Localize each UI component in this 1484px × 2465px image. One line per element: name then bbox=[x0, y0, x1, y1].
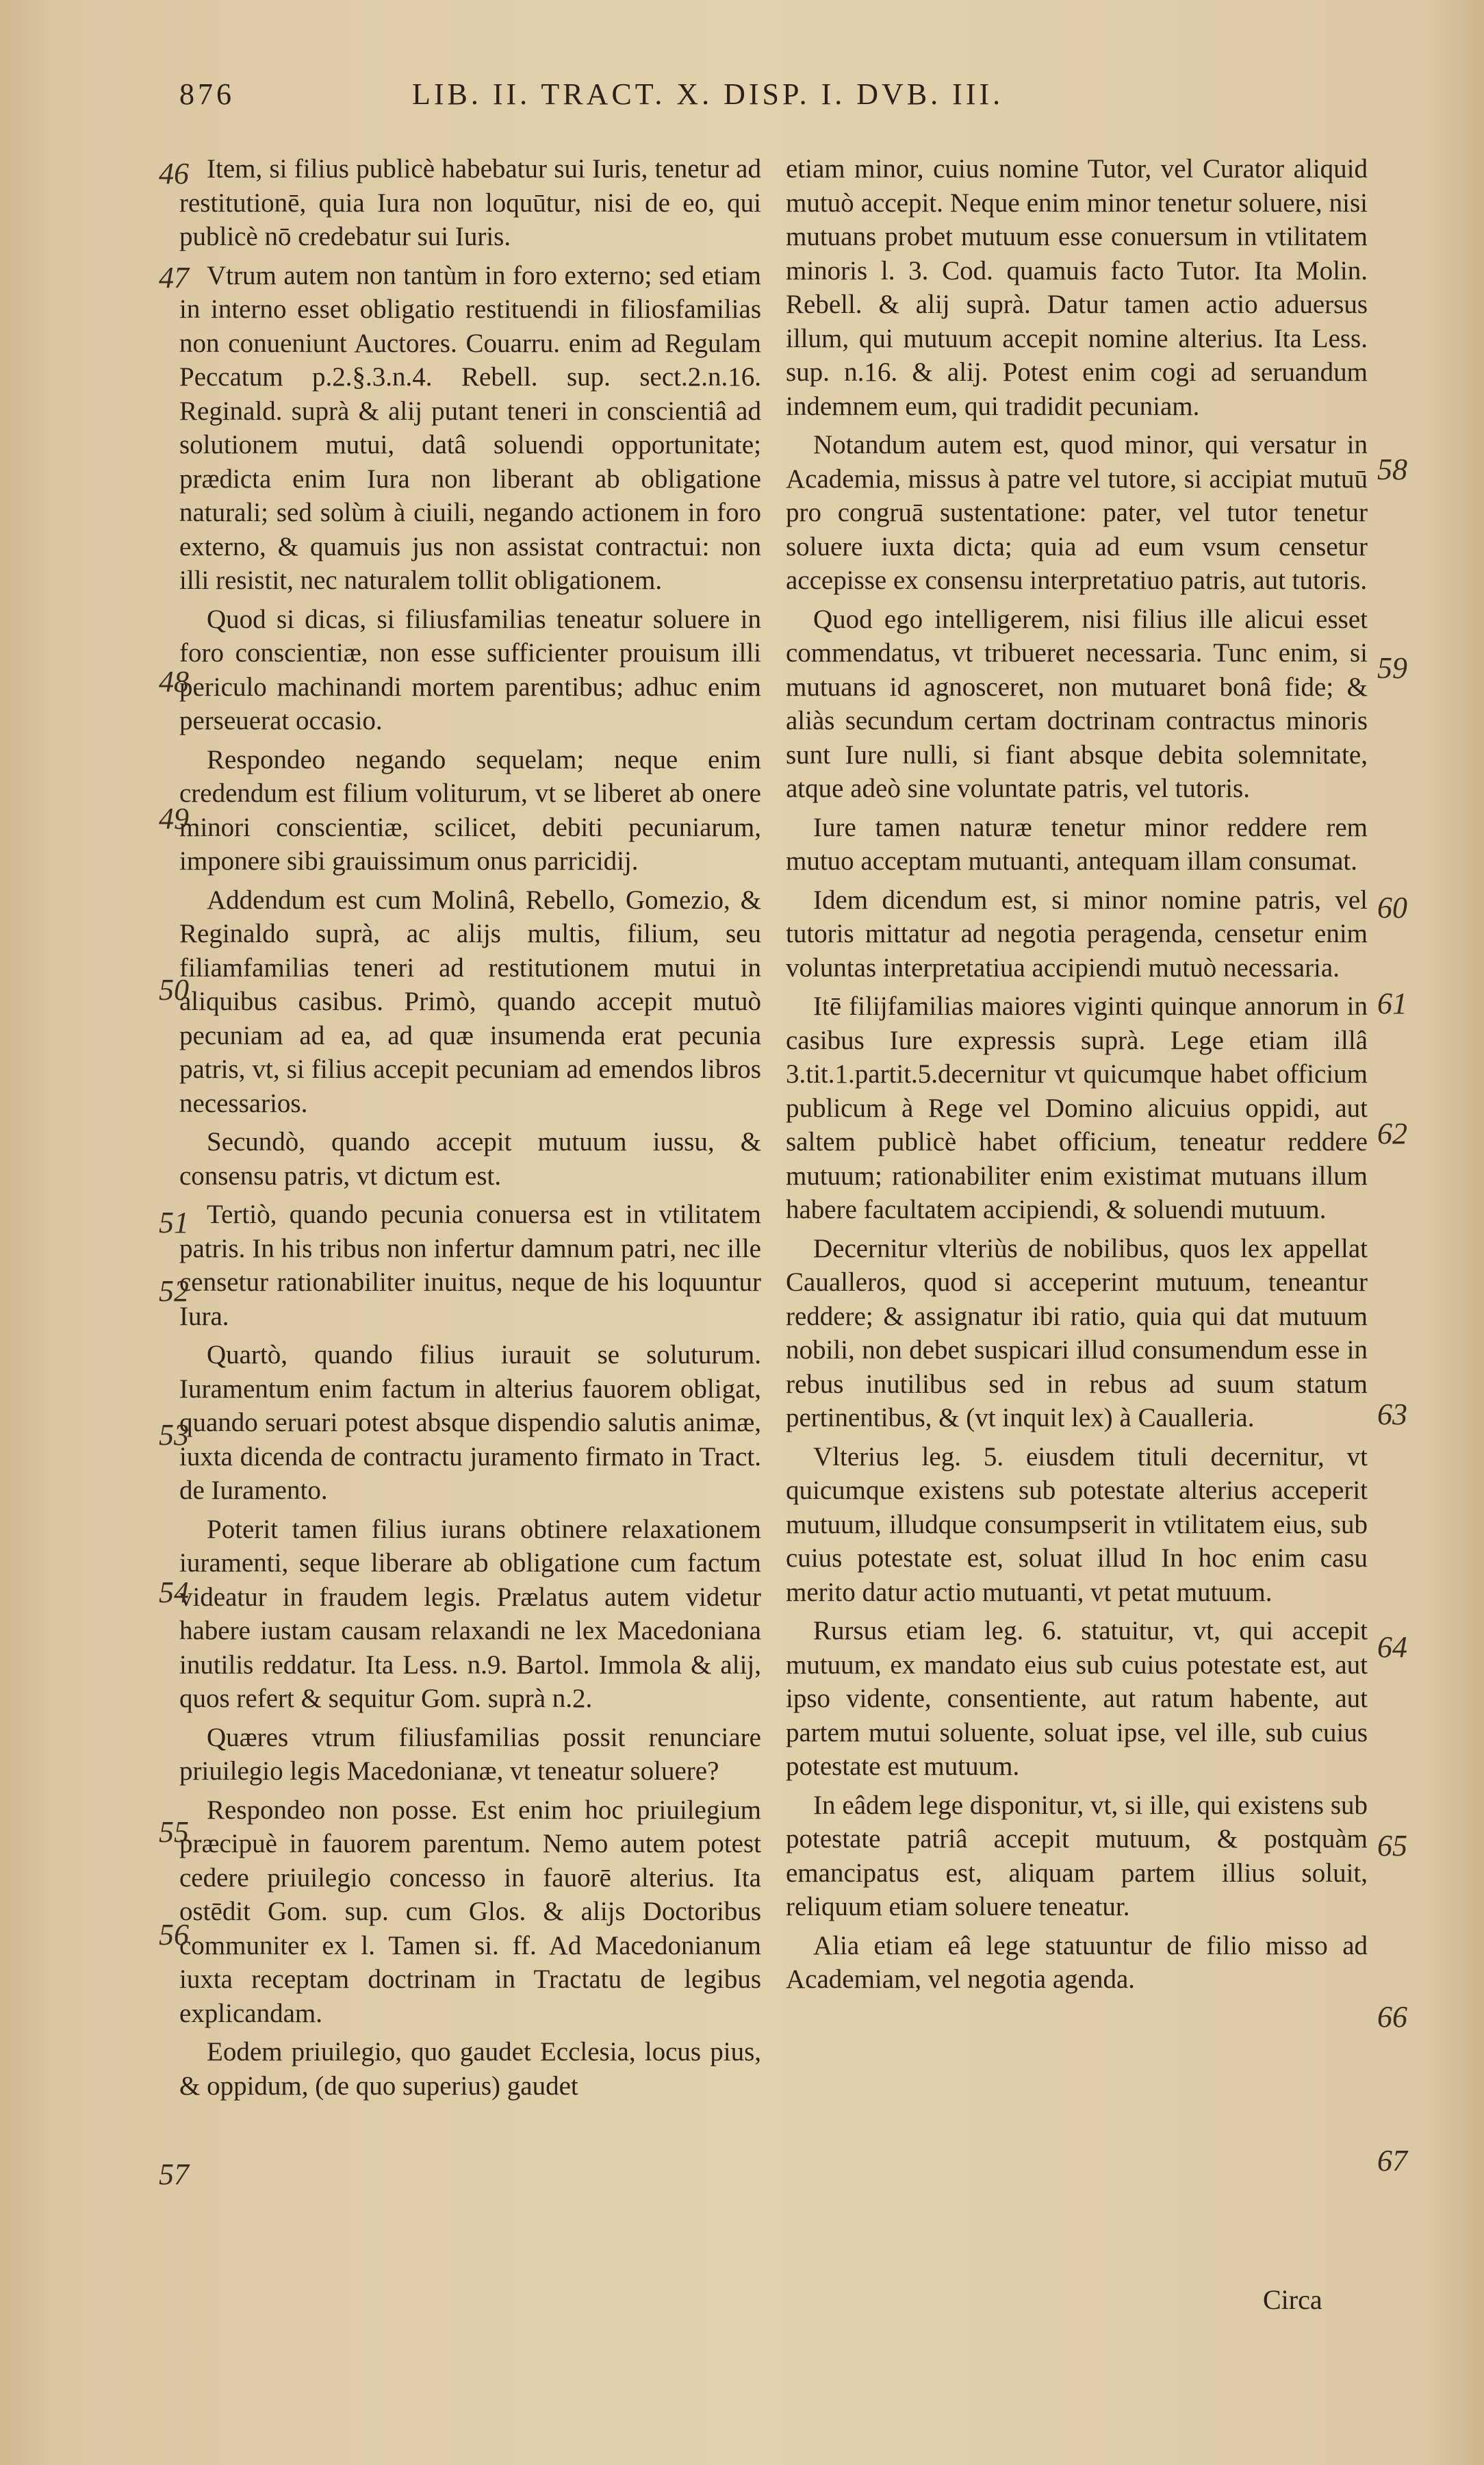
paragraph: Addendum est cum Molinâ, Rebello, Gomezio, & Reginaldo suprà, ac alijs multis, filium, seu filiamfamilias teneri ad restitutionem mutui in aliquibus casibus. Primò, quando accepit mutuò pecuniam ad ea, ad quæ insumenda erat pecunia patris, vt, si filius accepit pecuniam ad emendos libros necessarios. bbox=[179, 885, 761, 1118]
left-column bbox=[179, 152, 761, 2108]
margin-number: 66 bbox=[1377, 2000, 1407, 2034]
paragraph: Decernitur vlteriùs de nobilibus, quos lex appellat Caualleros, quod si acceperint mutuum, teneantur reddere; & assignatur ibi ratio, quia qui dat mutuum nobili, non debet suspicari illud consumendum esse in rebus inutilibus sed in rebus ad suum statum pertinentibus, & (vt inquit lex) à Caualleria. bbox=[786, 1233, 1368, 1432]
paragraph: Respondeo negando sequelam; neque enim credendum est filium voliturum, vt se liberet ab onere minori conscientiæ, scilicet, debiti pecuniarum, imponere sibi grauissimum onus parricidij. bbox=[179, 744, 761, 876]
paragraph: Tertiò, quando pecunia conuersa est in vtilitatem patris. In his tribus non infertur damnum patri, nec ille censetur rationabiliter inuitus, neque de his loquuntur Iura. bbox=[179, 1200, 761, 1331]
margin-number: 51 bbox=[159, 1206, 189, 1239]
margin-number: 58 bbox=[1377, 453, 1407, 486]
margin-number: 54 bbox=[159, 1576, 189, 1609]
paragraph: Poterit tamen filius iurans obtinere relaxationem iuramenti, seque liberare ab obligatione cum factum videatur in fraudem legis. Prælatus autem videtur habere iustam causam relaxandi ne lex Macedoniana inutilis reddatur. Ita Less. n.9. Bartol. Immola & alij, quos refert & sequitur Gom. suprà n.2. bbox=[179, 1514, 761, 1713]
paragraph: Idem dicendum est, si minor nomine patris, vel tutoris mittatur ad negotia peragenda, censetur enim voluntas interpretatiua accipiendi mutuò necessaria. bbox=[786, 885, 1368, 983]
paragraph: Iure tamen naturæ tenetur minor reddere rem mutuo acceptam mutuanti, antequam illam consumat. bbox=[786, 812, 1368, 876]
margin-number: 56 bbox=[159, 1918, 189, 1951]
right-column bbox=[786, 152, 1368, 2001]
running-head: LIB. II. TRACT. X. DISP. I. DVB. III. bbox=[412, 77, 1004, 111]
margin-number: 61 bbox=[1377, 987, 1407, 1020]
margin-number: 48 bbox=[159, 665, 189, 698]
paragraph: In eâdem lege disponitur, vt, si ille, qui existens sub potestate patriâ accepit mutuum, & postquàm emancipatus est, aliquam partem illius soluit, reliquum etiam soluere teneatur. bbox=[786, 1790, 1368, 1921]
paragraph: Vtrum autem non tantùm in foro externo; sed etiam in interno esset obligatio restituendi in filiosfamilias non conueniunt Auctores. Couarru. enim ad Regulam Peccatum p.2.§.3.n.4. Rebell. sup. sect.2.n.16. Reginald. suprà & alij putant teneri in conscientiâ ad solutionem mutui, datâ soluendi opportunitate; prædicta enim Iura non liberant ab obligatione naturali; sed solùm à ciuili, negando actionem in foro externo, & quamuis jus non assistat contractui: non illi resistit, nec naturalem tollit obligationem. bbox=[179, 260, 761, 595]
paragraph: Rursus etiam leg. 6. statuitur, vt, qui accepit mutuum, ex mandato eius sub cuius potestate est, aut ipso vidente, consentiente, aut ratum habente, aut partem mutui soluente, soluat ipse, vel ille, sub cuius potestate est mutuum. bbox=[786, 1616, 1368, 1781]
catchword: Circa bbox=[1263, 2284, 1322, 2315]
margin-number: 52 bbox=[159, 1274, 189, 1308]
margin-number: 62 bbox=[1377, 1117, 1407, 1150]
page-header bbox=[179, 77, 1384, 118]
margin-number: 49 bbox=[159, 802, 189, 835]
paragraph: Quod si dicas, si filiusfamilias teneatur soluere in foro conscientiæ, non esse sufficienter prouisum illi periculo machinandi mortem parentibus; adhuc enim perseuerat occasio. bbox=[179, 604, 761, 735]
margin-number: 55 bbox=[159, 1815, 189, 1849]
paragraph: Notandum autem est, quod minor, qui versatur in Academia, missus à patre vel tutore, si accipiat mutuū pro congruā sustentatione: pater, vel tutor tenetur soluere iuxta dicta; quia ad eum vsum censetur accepisse ex consensu interpretatiuo patris, aut tutoris. bbox=[786, 430, 1368, 595]
paragraph: Vlterius leg. 5. eiusdem tituli decernitur, vt quicumque existens sub potestate alterius acceperit mutuum, illudque consumpserit in vtilitatem eius, sub cuius potestate est, soluat illud In hoc enim casu merito datur actio mutuanti, vt petat mutuum. bbox=[786, 1441, 1368, 1607]
margin-number: 63 bbox=[1377, 1398, 1407, 1431]
page-number: 876 bbox=[179, 77, 235, 111]
margin-number: 60 bbox=[1377, 891, 1407, 924]
margin-number: 50 bbox=[159, 973, 189, 1007]
margin-number: 59 bbox=[1377, 651, 1407, 685]
margin-number: 65 bbox=[1377, 1829, 1407, 1862]
paragraph: Item, si filius publicè habebatur sui Iuris, tenetur ad restitutionē, quia Iura non loquūtur, nisi de eo, qui publicè nō credebatur sui Iuris. bbox=[179, 154, 761, 251]
paragraph: Respondeo non posse. Est enim hoc priuilegium præcipuè in fauorem parentum. Nemo autem potest cedere priuilegio concesso in fauorē alterius. Ita ostēdit Gom. sup. cum Glos. & alijs Doctoribus communiter ex l. Tamen si. ff. Ad Macedonianum iuxta receptam doctrinam in Tractatu de legibus explicandam. bbox=[179, 1795, 761, 2028]
paragraph: Eodem priuilegio, quo gaudet Ecclesia, locus pius, & oppidum, (de quo superius) gaudet bbox=[179, 2037, 761, 2101]
margin-number: 53 bbox=[159, 1418, 189, 1452]
margin-number: 47 bbox=[159, 261, 189, 294]
paragraph: etiam minor, cuius nomine Tutor, vel Curator aliquid mutuò accepit. Neque enim minor tenetur soluere, nisi mutuans probet mutuum esse conuersum in vtilitatem minoris l. 3. Cod. quamuis facto Tutor. Ita Molin. Rebell. & alij suprà. Datur tamen actio aduersus illum, qui mutuum accepit nomine alterius. Ita Less. sup. n.16. & alij. Potest enim cogi ad seruandum indemnem eum, qui tradidit pecuniam. bbox=[786, 154, 1368, 421]
paragraph: Secundò, quando accepit mutuum iussu, & consensu patris, vt dictum est. bbox=[179, 1127, 761, 1191]
margin-number: 67 bbox=[1377, 2144, 1407, 2177]
paragraph: Quæres vtrum filiusfamilias possit renunciare priuilegio legis Macedonianæ, vt teneatur soluere? bbox=[179, 1722, 761, 1786]
paragraph: Itē filijfamilias maiores viginti quinque annorum in casibus Iure expressis suprà. Lege etiam illâ 3.tit.1.partit.5.decernitur vt quicumque habet officium publicum à Rege vel Domino alicuius oppidi, aut saltem publicè habet officium, teneatur reddere mutuum; rationabiliter enim existimat mutuans illum habere facultatem accipiendi, & soluendi mutuum. bbox=[786, 991, 1368, 1224]
paragraph: Quod ego intelligerem, nisi filius ille alicui esset commendatus, vt tribueret necessaria. Tunc enim, si mutuans id agnosceret, non mutuaret bonâ fide; & aliàs secundum certam doctrinam contractus minoris sunt Iure nulli, si fiant absque debita solemnitate, atque adeò sine voluntate patris, vel tutoris. bbox=[786, 604, 1368, 803]
margin-number: 57 bbox=[159, 2158, 189, 2191]
margin-number: 64 bbox=[1377, 1630, 1407, 1664]
paragraph: Alia etiam eâ lege statuuntur de filio misso ad Academiam, vel negotia agenda. bbox=[786, 1930, 1368, 1994]
margin-number: 46 bbox=[159, 157, 189, 190]
paragraph: Quartò, quando filius iurauit se soluturum. Iuramentum enim factum in alterius fauorem obligat, quando seruari potest absque dispendio salutis animæ, iuxta dicenda de contractu juramento firmato in Tract. de Iuramento. bbox=[179, 1340, 761, 1505]
